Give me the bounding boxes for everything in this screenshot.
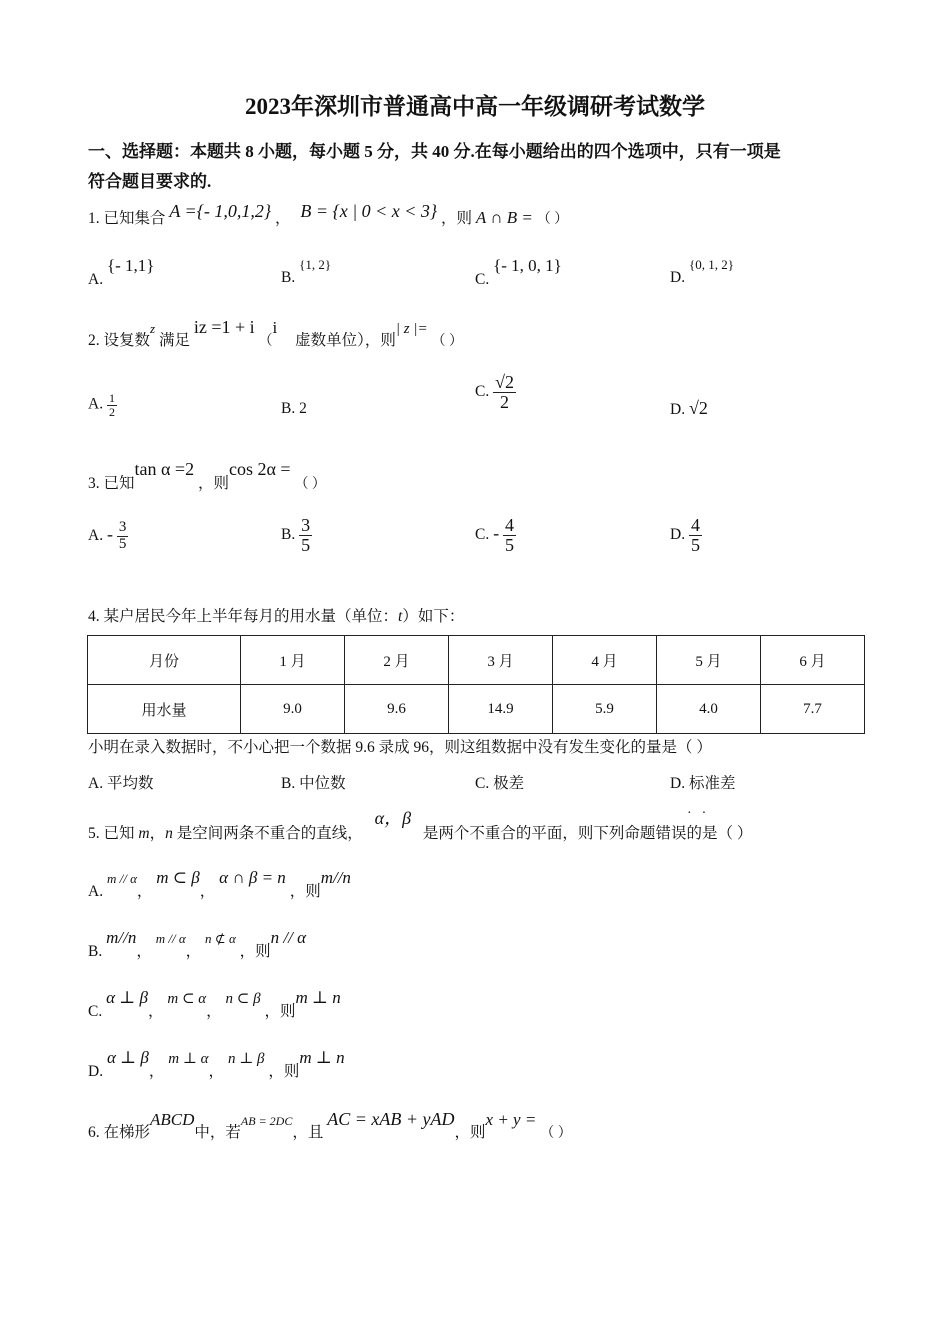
q3-paren: （ ） [294,477,326,492]
q2-option-a-den: 2 [108,404,115,419]
q5-option-b-label: B. [88,943,103,960]
q4-option-c-label: C. [475,775,490,792]
q4-option-c [475,771,524,793]
q5-option-d: D. α ⊥ β， m ⊥ α， n ⊥ β ，则m ⊥ n [88,1048,345,1080]
q5-sep: ， [149,825,166,842]
table-cell: 月份 [88,636,241,685]
table-cell: 2 月 [345,636,449,685]
q3-prefix: 3. 已知 [88,475,135,492]
q6-shape: ABCD [150,1110,195,1129]
q4-option-b-label: B. [281,775,296,792]
q3-option-b-fraction [299,516,312,555]
q2-option-b-value: 2 [299,400,307,417]
q1-option-a-value: {- 1,1} [106,256,155,275]
q4-option-b-value: 中位数 [299,775,346,792]
q5-option-d-then: ，则 [268,1063,300,1080]
q5-option-c-label: C. [88,1003,103,1020]
table-cell: 5 月 [657,636,761,685]
q1-option-c-value: {- 1, 0, 1} [493,256,562,275]
q4-option-d [670,771,735,793]
q4-option-c-value: 极差 [493,775,525,792]
q5-option-c-cond3: n ⊂ β [225,991,261,1007]
q2-paren: （ ） [431,334,463,349]
q4-option-d-value: 标准差 [688,775,736,792]
q3-option-b-num: 3 [301,515,311,535]
q5-option-d-result: m ⊥ n [299,1048,345,1067]
q2-equation: iz =1 + i [193,317,255,337]
q5-option-b-cond1: m//n [106,928,137,947]
q3-option-b [281,516,312,555]
q6-tail: ，则 [454,1124,486,1141]
table-cell: 9.6 [345,685,449,734]
q2-option-a-num: 1 [108,391,115,405]
q5-m: m [138,825,150,842]
table-cell: 14.9 [449,685,553,734]
section-heading-line1: 一、选择题：本题共 8 小题，每小题 5 分，共 40 分.在每小题给出的四个选项中，只有一项是 [88,142,781,161]
q2-option-c [475,373,516,412]
q5-mid: 是空间两条不重合的直线， [176,825,363,842]
q3-option-c [475,516,516,555]
q3-option-a [88,520,128,553]
table-cell: 1 月 [241,636,345,685]
q2-unit-text: 虚数单位），则 [295,332,396,349]
q4-note: 小明在录入数据时，不小心把一个数据 9.6 录成 96，则这组数据中没有发生变化的量是（ ） [88,739,712,756]
q5-option-d-cond1: α ⊥ β [106,1048,149,1067]
q3-option-a-den: 5 [118,535,127,552]
q2-option-b-label: B. [281,400,296,417]
q1-option-d-value: {0, 1, 2} [688,257,734,272]
q5-option-a-then: ，则 [289,883,321,900]
question-2 [88,316,463,349]
q5-n: n [165,825,173,842]
q1-tail: ，则 [441,210,473,227]
question-6 [88,1108,572,1141]
table-header-row [88,636,865,685]
q1-option-c [475,256,562,288]
q1-set-a: A ={- 1,0,1,2} [169,201,272,221]
table-cell: 7.7 [761,685,865,734]
q6-expression: x + y = [485,1110,537,1129]
q5-option-c-cond1: α ⊥ β [106,988,148,1007]
q4-option-a-label: A. [88,775,104,792]
q1-option-c-label: C. [475,271,490,288]
water-usage-table [87,635,865,734]
q3-expression: cos 2α = [228,459,291,479]
q2-open-paren: （ [258,334,273,349]
q2-option-a-fraction [107,392,117,418]
table-cell: 6 月 [761,636,865,685]
q2-option-d-label: D. [670,401,686,418]
q6-condition: AB = 2DC [240,1114,293,1128]
q4-option-d-label: D. [670,775,686,792]
q6-vector-equation: AC = xAB + yAD [327,1109,455,1129]
q5-option-c: C. α ⊥ β， m ⊂ α， n ⊂ β ，则m ⊥ n [88,988,341,1020]
q2-option-c-num: √2 [495,372,514,392]
q3-option-c-sign: - [493,522,500,543]
emphasis-dots: ·· [687,806,717,821]
q2-option-c-label: C. [475,382,490,400]
table-cell: 4.0 [657,685,761,734]
q1-option-d-label: D. [670,269,686,286]
q2-option-d [670,398,708,419]
q3-option-d [670,516,702,555]
q2-option-a [88,392,117,418]
q5-option-b-then: ，则 [239,943,271,960]
q4-prefix: 4. 某户居民今年上半年每月的用水量（单位： [88,608,399,625]
q2-option-a-label: A. [88,395,104,413]
q2-abs-z: | z |= [395,321,428,337]
q5-option-a-result: m//n [320,868,351,887]
q5-option-a: A. m // α， m ⊂ β， α ∩ β = n ，则m//n [88,868,351,900]
table-cell: 5.9 [553,685,657,734]
q3-option-d-label: D. [670,525,686,543]
q5-tail: 是两个不重合的平面，则下列命题 [422,825,656,842]
table-row [88,685,865,734]
q1-option-a-label: A. [88,271,104,288]
q3-option-a-label: A. [88,526,104,544]
question-5 [88,804,753,842]
page-title: 2023年深圳市普通高中高一年级调研考试数学 [245,94,705,119]
q5-prefix: 5. 已知 [88,825,135,842]
q2-option-c-den: 2 [500,391,510,412]
q2-option-d-value: √2 [688,398,708,418]
q1-option-b-label: B. [281,269,296,286]
q5-emphasis: 错误 [655,825,687,842]
q1-prefix: 1. 已知集合 [88,210,166,227]
q5-end: 的是（ ） [686,825,753,842]
q3-option-c-den: 5 [504,534,514,555]
q6-paren: （ ） [540,1126,572,1141]
q1-option-b-value: {1, 2} [299,257,332,272]
q3-option-b-label: B. [281,525,296,543]
q5-option-c-then: ，则 [264,1003,296,1020]
q5-planes: α，β [374,808,412,828]
q5-option-d-cond2: m ⊥ α [168,1051,209,1067]
q6-prefix: 6. 在梯形 [88,1124,151,1141]
q5-option-d-label: D. [88,1063,104,1080]
q1-option-a [88,256,155,288]
q3-option-a-num: 3 [118,519,127,535]
q3-option-c-fraction [503,516,516,555]
q2-i: i [272,318,278,337]
table-cell: 9.0 [241,685,345,734]
q3-option-d-fraction [689,516,702,555]
q2-mid: 满足 [158,332,190,349]
q5-option-b: B. m//n， m // α， n ⊄ α ，则n // α [88,928,307,960]
q3-option-c-label: C. [475,525,490,543]
q5-option-b-result: n // α [270,928,307,947]
q3-option-a-fraction [117,520,129,553]
q5-option-b-cond2: m // α [155,931,186,946]
q4-option-a [88,771,153,793]
table-cell: 用水量 [88,685,241,734]
q5-option-a-cond2: m ⊂ β [156,868,200,887]
q2-prefix: 2. 设复数 [88,332,151,349]
q4-suffix: ）如下： [402,608,465,625]
q3-tail: ，则 [197,475,229,492]
q5-option-a-cond3: α ∩ β = n [219,868,286,887]
q3-option-c-num: 4 [504,515,514,535]
q5-option-c-cond2: m ⊂ α [167,991,207,1007]
section-heading-line2: 符合题目要求的. [88,172,212,191]
q1-option-b [281,256,332,286]
q4-option-a-value: 平均数 [106,775,154,792]
q5-option-b-cond3: n ⊄ α [205,931,236,946]
q3-given: tan α =2 [134,459,195,479]
q5-option-a-label: A. [88,883,104,900]
q3-option-a-sign: - [106,523,113,544]
q6-and: ，且 [292,1124,324,1141]
table-cell: 4 月 [553,636,657,685]
q1-set-b: B = {x | 0 < x < 3} [300,201,438,221]
q6-mid: 中，若 [194,1124,241,1141]
q3-option-b-den: 5 [301,534,311,555]
question-3 [88,458,326,492]
q3-option-d-den: 5 [690,534,700,555]
q2-option-b [281,400,307,418]
q5-option-c-result: m ⊥ n [295,988,341,1007]
q1-paren: （ ） [536,212,569,227]
table-cell: 3 月 [449,636,553,685]
q1-option-d [670,256,734,286]
question-1: 1. 已知集合 A ={- 1,0,1,2} ， B = {x | 0 < x < 3} ，则 A ∩ B = （ ） [88,201,569,227]
q1-expression: A ∩ B = [475,208,533,227]
q5-option-a-cond1: m // α [106,871,137,886]
q2-option-c-fraction [493,373,516,412]
q4-option-b [281,771,346,793]
question-4 [88,604,464,626]
q5-option-d-cond3: n ⊥ β [227,1051,265,1067]
q2-variable-z: z [150,321,156,336]
q3-option-d-num: 4 [690,515,700,535]
q4-unit: t [398,608,403,625]
